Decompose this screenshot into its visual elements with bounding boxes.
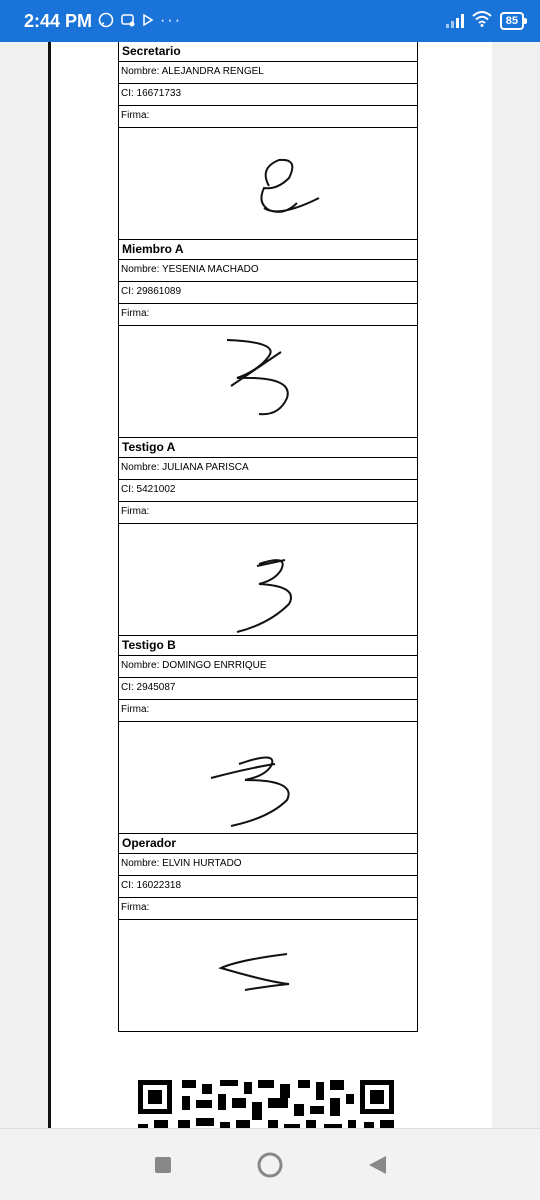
document-viewport[interactable] xyxy=(0,42,540,1128)
status-bar xyxy=(0,0,540,42)
home-icon xyxy=(256,1151,284,1179)
back-icon xyxy=(366,1154,388,1176)
firma-row: Firma: xyxy=(118,106,418,128)
signature-image xyxy=(119,722,419,834)
play-store-icon xyxy=(142,13,154,29)
section-title-secretario: Secretario xyxy=(118,42,418,62)
ci-row: CI: 29861089 xyxy=(118,282,418,304)
ci-row: CI: 16671733 xyxy=(118,84,418,106)
status-time: 2:44 PM xyxy=(24,10,93,31)
ci-row: CI: 16022318 xyxy=(118,876,418,898)
back-button[interactable] xyxy=(357,1145,397,1185)
qr-code xyxy=(138,1080,394,1128)
wifi-icon xyxy=(472,11,492,32)
nombre-row: Nombre: YESENIA MACHADO xyxy=(118,260,418,282)
signature-image xyxy=(119,920,419,1032)
nombre-row: Nombre: JULIANA PARISCA xyxy=(118,458,418,480)
section-title-testigo-a: Testigo A xyxy=(118,438,418,458)
signature-box-testigo-a xyxy=(118,524,418,636)
signature-image xyxy=(119,326,419,438)
more-icon: ··· xyxy=(160,12,183,29)
page-left-border xyxy=(48,42,51,1128)
signature-box-miembro-a xyxy=(118,326,418,438)
navigation-bar xyxy=(0,1128,540,1200)
status-notifications xyxy=(98,12,182,31)
home-button[interactable] xyxy=(250,1145,290,1185)
whatsapp-icon xyxy=(98,12,114,31)
battery-indicator: 85 xyxy=(500,12,524,30)
nombre-row: Nombre: ELVIN HURTADO xyxy=(118,854,418,876)
signature-box-secretario xyxy=(118,128,418,240)
firma-row: Firma: xyxy=(118,502,418,524)
firma-row: Firma: xyxy=(118,898,418,920)
ci-row: CI: 5421002 xyxy=(118,480,418,502)
section-title-testigo-b: Testigo B xyxy=(118,636,418,656)
ci-row: CI: 2945087 xyxy=(118,678,418,700)
signature-form xyxy=(118,42,418,1032)
firma-row: Firma: xyxy=(118,304,418,326)
nombre-row: Nombre: ALEJANDRA RENGEL xyxy=(118,62,418,84)
notification-icon xyxy=(120,12,136,31)
section-title-miembro-a: Miembro A xyxy=(118,240,418,260)
recents-button[interactable] xyxy=(143,1145,183,1185)
signal-icon xyxy=(446,14,464,28)
section-title-operador: Operador xyxy=(118,834,418,854)
signature-box-testigo-b xyxy=(118,722,418,834)
nombre-row: Nombre: DOMINGO ENRRIQUE xyxy=(118,656,418,678)
signature-image xyxy=(119,524,419,636)
recents-icon xyxy=(153,1155,173,1175)
firma-row: Firma: xyxy=(118,700,418,722)
signature-box-operador xyxy=(118,920,418,1032)
signature-image xyxy=(119,128,419,240)
